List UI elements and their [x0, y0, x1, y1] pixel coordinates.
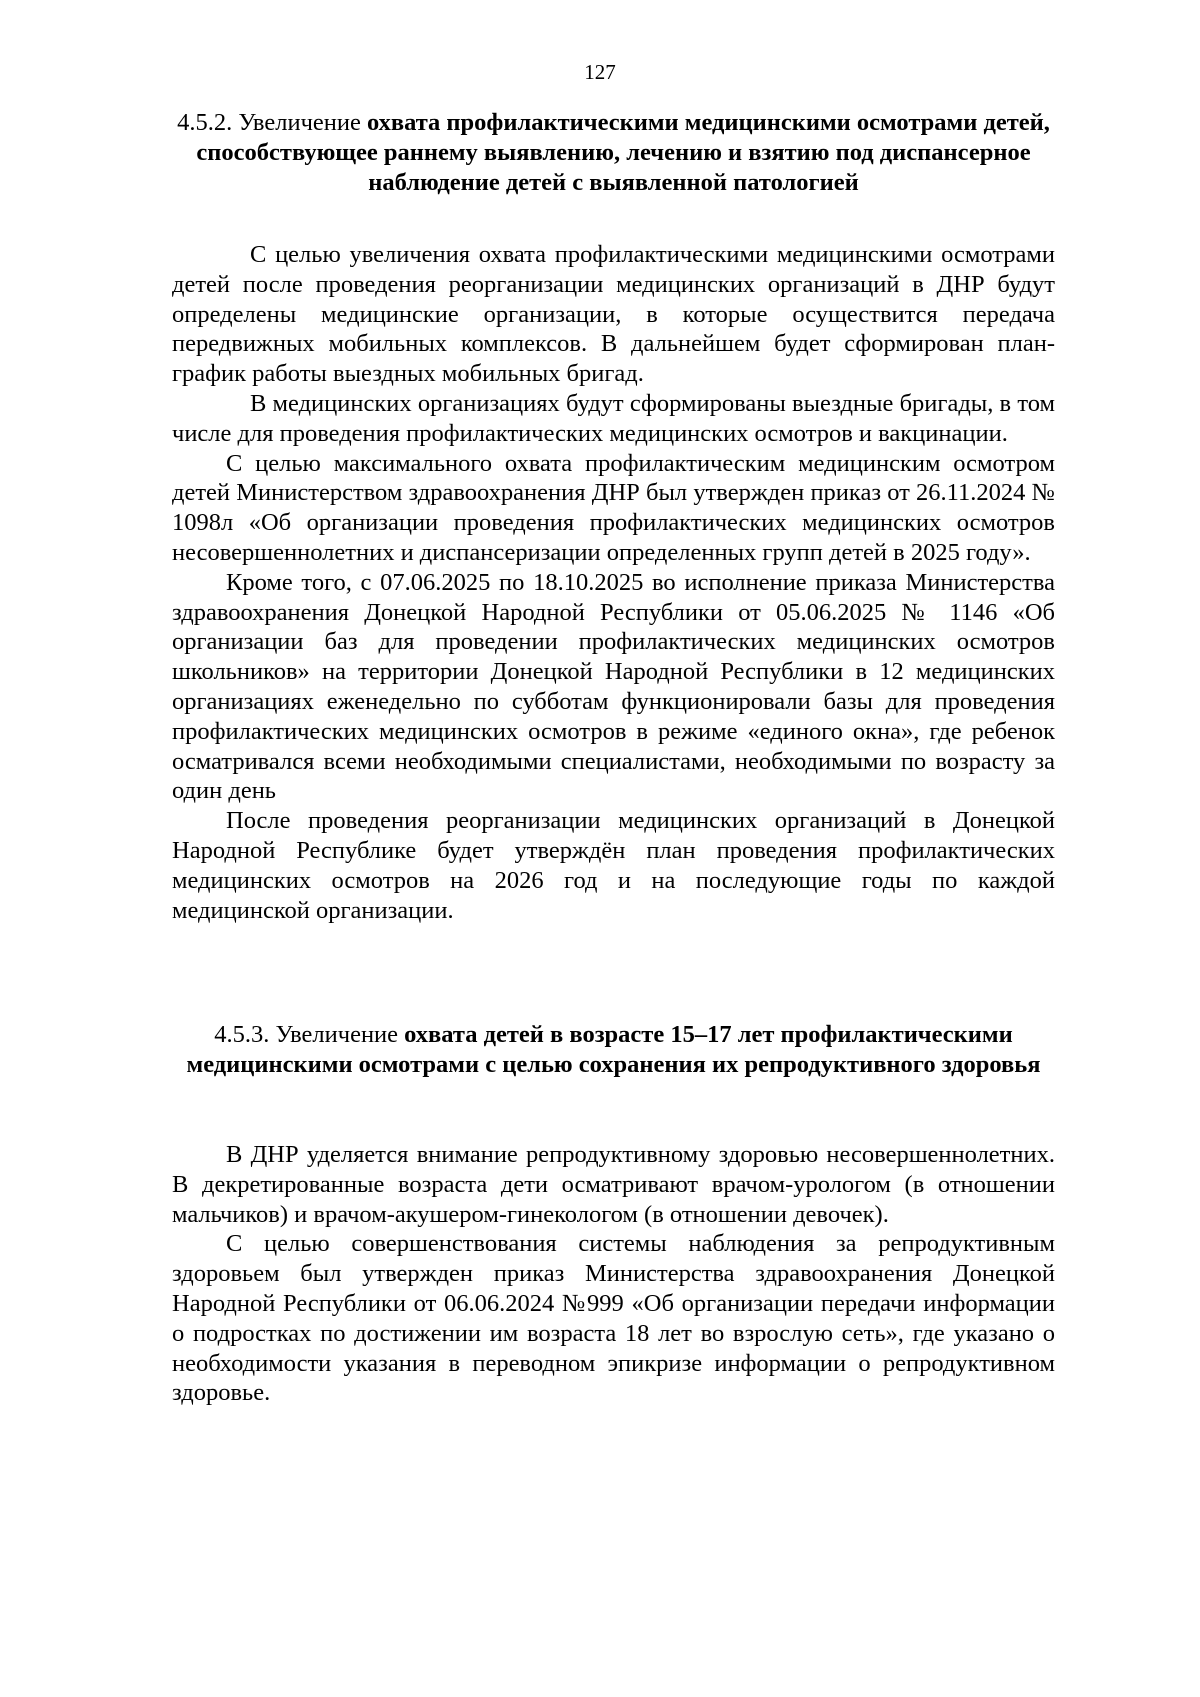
paragraph: С целью увеличения охвата профилактическими медицинскими осмотрами детей после проведения реорганизации медицинских организаций в ДНР будут определены медицинские организации, в которые осуществится передача передвижных мобильных комплексов. В дальнейшем будет сформирован план-график работы выездных мобильных бригад.: [172, 241, 1055, 388]
paragraph: В ДНР уделяется внимание репродуктивному здоровью несовершеннолетних. В декретированные возраста дети осматривают врачом-урологом (в отношении мальчиков) и врачом-акушером-гинекологом (в отношении девочек).: [172, 1141, 1055, 1228]
section-heading-bold: охвата детей в возрасте 15–17 лет профилактическими медицинскими осмотрами с целью сохранения их репродуктивного здоровья: [186, 1021, 1041, 1078]
paragraph: В медицинских организациях будут сформированы выездные бригады, в том числе для проведения профилактических медицинских осмотров и вакцинации.: [172, 389, 1055, 447]
section-heading-prefix: Увеличение: [232, 109, 367, 136]
paragraph: С целью совершенствования системы наблюдения за репродуктивным здоровьем был утвержден приказ Министерства здравоохранения Донецкой Народной Республики от 06.06.2024 №999 «Об организации передачи информации о подростках по достижении им возраста 18 лет во взрослую сеть», где указано о необходимости указания в переводном эпикризе информации о репродуктивном здоровье.: [172, 1230, 1055, 1407]
section-4-5-2-body: [172, 240, 1055, 925]
section-number: 4.5.3.: [214, 1021, 270, 1048]
section-heading-prefix: Увеличение: [269, 1021, 405, 1048]
section-heading: [172, 108, 1055, 198]
paragraph: Кроме того, с 07.06.2025 по 18.10.2025 во исполнение приказа Министерства здравоохранения Донецкой Народной Республики от 05.06.2025 № 1146 «Об организации баз для проведении профилактических медицинских осмотров школьников» на территории Донецкой Народной Республики в 12 медицинских организациях еженедельно по субботам функционировали базы для проведения профилактических медицинских осмотров в режиме «единого окна», где ребенок осматривался всеми необходимыми специалистами, необходимыми по возрасту за один день: [172, 568, 1055, 805]
paragraph: С целью максимального охвата профилактическим медицинским осмотром детей Министерством здравоохранения ДНР был утвержден приказ от 26.11.2024 № 1098л «Об организации проведения профилактических медицинских осмотров несовершеннолетних и диспансеризации определенных групп детей в 2025 году».: [172, 449, 1055, 566]
section-4-5-3-heading-block: [172, 1020, 1055, 1080]
section-4-5-3-body: [172, 1140, 1055, 1408]
paragraph: После проведения реорганизации медицинских организаций в Донецкой Народной Республике будет утверждён план проведения профилактических медицинских осмотров на 2026 год и на последующие годы по каждой медицинской организации.: [172, 807, 1055, 924]
section-number: 4.5.2.: [177, 109, 233, 136]
section-heading: [172, 1020, 1055, 1080]
section-heading-bold: охвата профилактическими медицинскими осмотрами детей, способствующее раннему выявлению, лечению и взятию под диспансерное наблюдение детей с выявленной патологией: [196, 109, 1050, 196]
section-4-5-2-heading-block: [172, 108, 1055, 198]
page-number: 127: [584, 60, 616, 84]
